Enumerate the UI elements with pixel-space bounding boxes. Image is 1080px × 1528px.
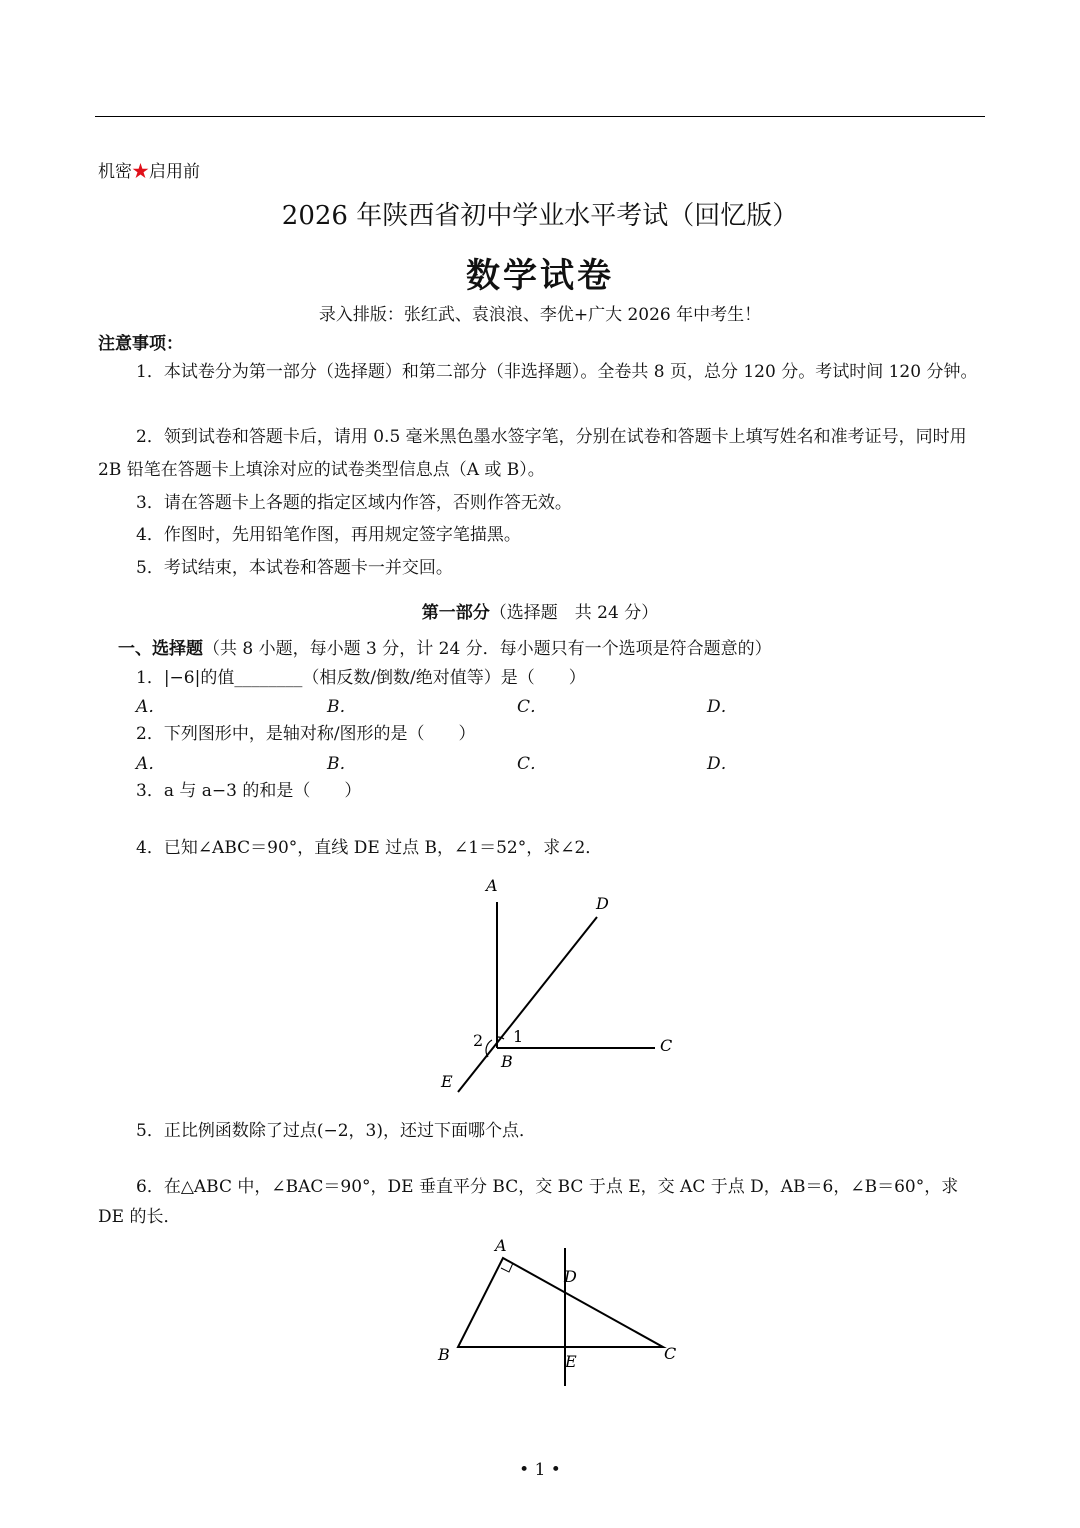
exam-title: 2026 年陕西省初中学业水平考试（回忆版）	[281, 201, 799, 231]
notice-item: 5．考试结束，本试卷和答题卡一并交回。	[136, 558, 453, 578]
header-rule	[95, 116, 985, 117]
option-b: B．	[327, 697, 357, 717]
point-c-label: C	[660, 1036, 673, 1055]
point-b-label: B	[438, 1345, 450, 1364]
point-d-label: D	[564, 1267, 577, 1286]
question-6: 6．在△ABC 中，∠BAC＝90°，DE 垂直平分 BC，交 BC 于点 E，交 AC 于点 D，AB＝6，∠B＝60°，求 DE 的长．	[98, 1177, 959, 1227]
option-a: A．	[136, 697, 166, 717]
triangle-figure	[425, 1232, 695, 1392]
part-heading: 一、选择题（共 8 小题，每小题 3 分，计 24 分．每小题只有一个选项是符合题意的）	[118, 639, 772, 659]
confidential-label: 机密★启用前	[98, 162, 200, 182]
option-d: D．	[707, 754, 738, 774]
point-c-label: C	[664, 1344, 677, 1363]
angle-2-label: 2	[473, 1031, 484, 1050]
option-c: C．	[517, 697, 548, 717]
point-b-label: B	[501, 1052, 513, 1071]
page-number: • 1 •	[519, 1460, 561, 1480]
exam-subtitle: 数学试卷	[466, 256, 614, 296]
angle-1-label: 1	[513, 1027, 524, 1046]
triangle-abc	[458, 1258, 663, 1347]
point-a-label: A	[495, 1236, 507, 1255]
point-d-label: D	[596, 894, 609, 913]
point-a-label: A	[486, 876, 498, 895]
notice-heading: 注意事项：	[98, 334, 183, 354]
credits-line: 录入排版：张红武、袁浪浪、李优+广大 2026 年中考生！	[318, 305, 762, 325]
question-4: 4．已知∠ABC＝90°，直线 DE 过点 B，∠1＝52°，求∠2．	[136, 838, 603, 858]
option-d: D．	[707, 697, 738, 717]
notice-item: 3．请在答题卡上各题的指定区域内作答，否则作答无效。	[136, 493, 572, 513]
notice-item: 4．作图时，先用铅笔作图，再用规定签字笔描黑。	[136, 525, 521, 545]
question-3: 3．a 与 a−3 的和是（ ）	[136, 781, 362, 801]
point-e-label: E	[565, 1352, 577, 1371]
right-angle-mark	[501, 1263, 513, 1272]
angle-figure	[420, 870, 700, 1100]
notice-item: 2．领到试卷和答题卡后，请用 0.5 毫米黑色墨水签字笔，分别在试卷和答题卡上填写姓名和准考证号，同时用 2B 铅笔在答题卡上填涂对应的试卷类型信息点（A 或 B）。	[98, 427, 967, 480]
question-5: 5．正比例函数除了过点(−2，3)，还过下面哪个点．	[136, 1121, 536, 1141]
line-de	[458, 917, 597, 1092]
question-1: 1．|−6|的值________（相反数/倒数/绝对值等）是（ ）	[136, 668, 586, 688]
option-a: A．	[136, 754, 166, 774]
option-b: B．	[327, 754, 357, 774]
red-star-icon: ★	[132, 162, 149, 182]
option-c: C．	[517, 754, 548, 774]
section-title: 第一部分（选择题 共 24 分）	[421, 603, 659, 623]
notice-item: 1．本试卷分为第一部分（选择题）和第二部分（非选择题）。全卷共 8 页，总分 120 分。考试时间 120 分钟。	[136, 362, 978, 382]
question-2: 2．下列图形中，是轴对称/图形的是（ ）	[136, 724, 476, 744]
point-e-label: E	[441, 1072, 453, 1091]
